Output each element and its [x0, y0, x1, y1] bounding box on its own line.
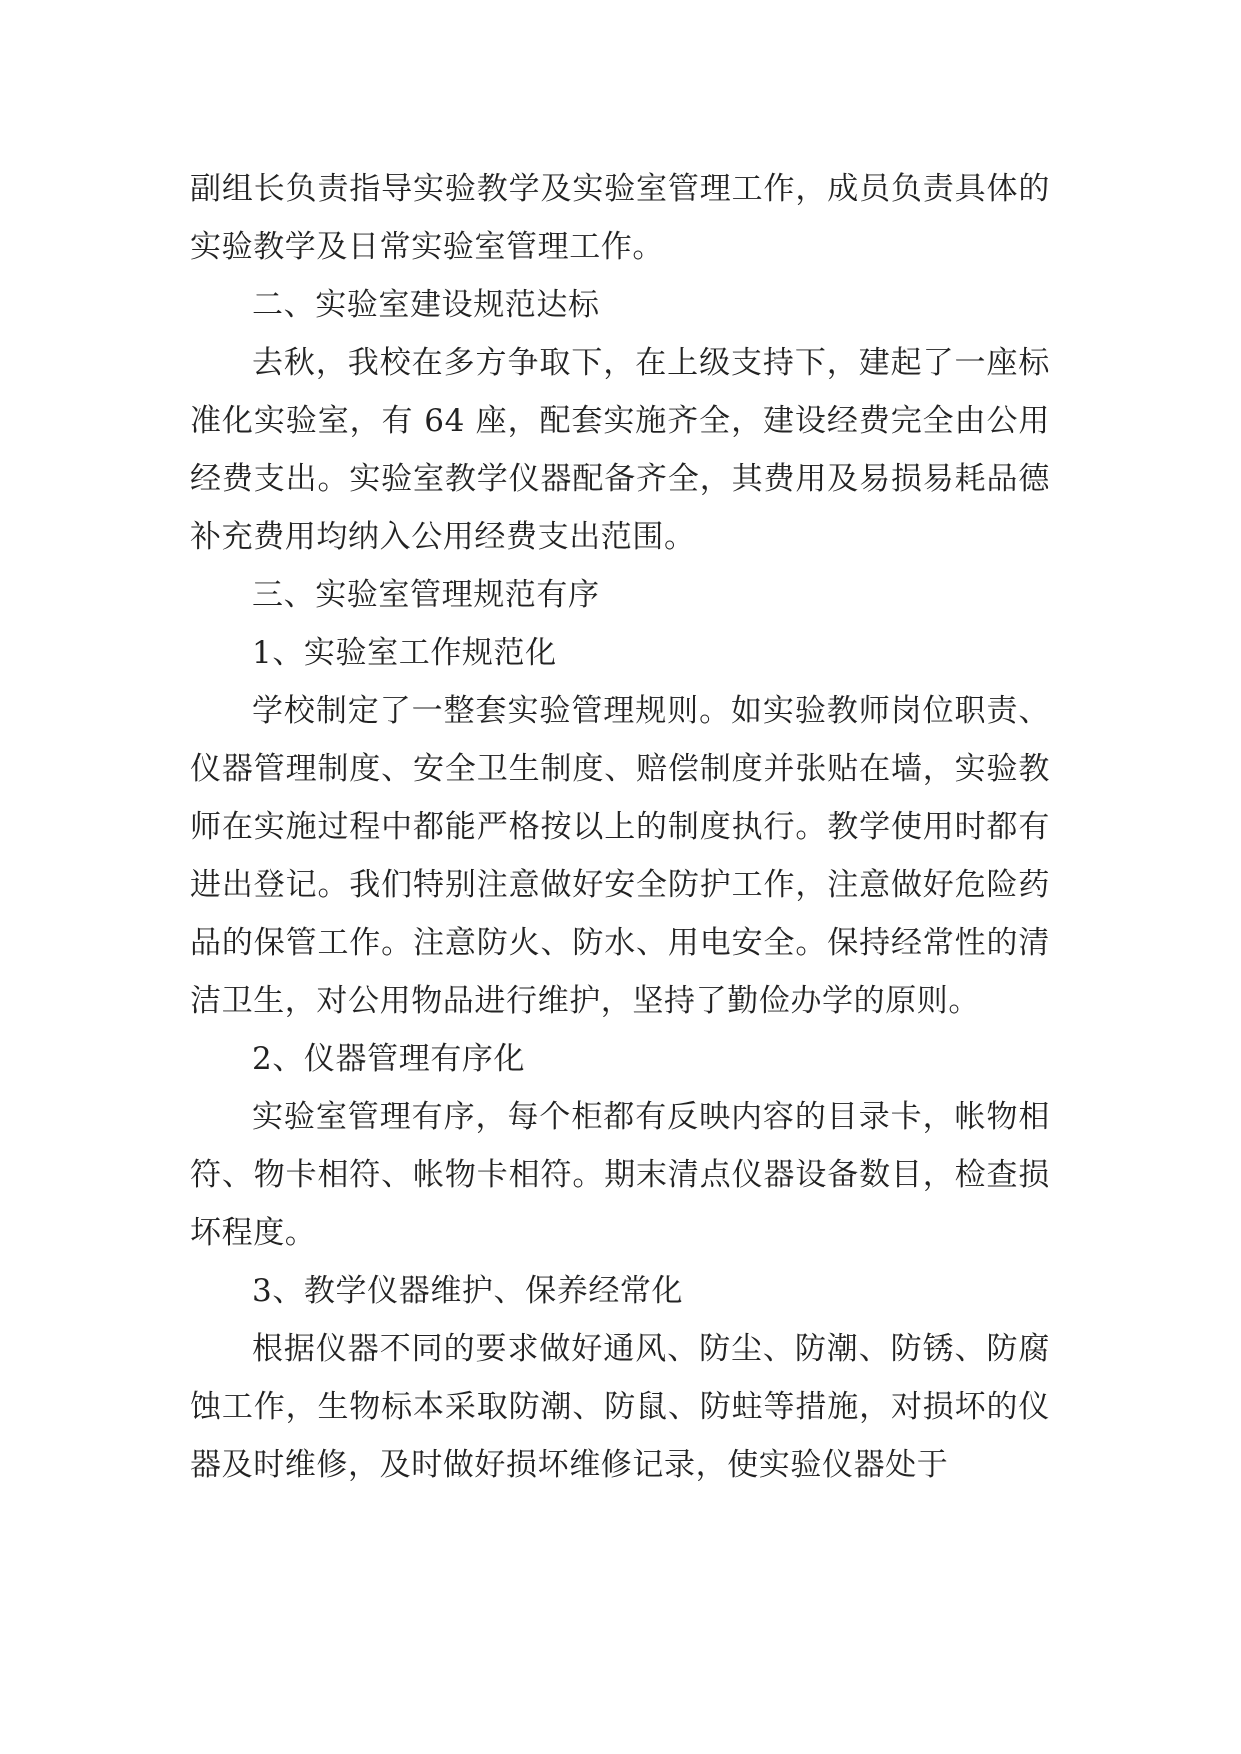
section-heading-management: 三、实验室管理规范有序: [252, 577, 600, 613]
paragraph-intro-continued: 副组长负责指导实验教学及实验室管理工作，成员负责具体的实验教学及日常实验室管理工作。: [190, 171, 1050, 265]
subheading-lab-work: 1、实验室工作规范化: [252, 635, 557, 671]
section-heading-construction: 二、实验室建设规范达标: [252, 287, 600, 323]
subheading-instrument-maintenance: 3、教学仪器维护、保养经常化: [252, 1273, 684, 1309]
subheading-instrument-management: 2、仪器管理有序化: [252, 1041, 526, 1077]
paragraph-instrument-management: 实验室管理有序，每个柜都有反映内容的目录卡，帐物相符、物卡相符、帐物卡相符。期末清点仪器设备数目，检查损坏程度。: [190, 1099, 1050, 1251]
paragraph-instrument-maintenance: 根据仪器不同的要求做好通风、防尘、防潮、防锈、防腐蚀工作，生物标本采取防潮、防鼠、防蛀等措施，对损坏的仪器及时维修，及时做好损坏维修记录，使实验仪器处于: [190, 1331, 1050, 1483]
document-page: [190, 160, 1050, 1494]
paragraph-lab-work: 学校制定了一整套实验管理规则。如实验教师岗位职责、仪器管理制度、安全卫生制度、赔偿制度并张贴在墙，实验教师在实施过程中都能严格按以上的制度执行。教学使用时都有进出登记。我们特别注意做好安全防护工作，注意做好危险药品的保管工作。注意防火、防水、用电安全。保持经常性的清洁卫生，对公用物品进行维护，坚持了勤俭办学的原则。: [190, 693, 1050, 1019]
paragraph-construction: 去秋，我校在多方争取下，在上级支持下，建起了一座标准化实验室，有 64 座，配套实施齐全，建设经费完全由公用经费支出。实验室教学仪器配备齐全，其费用及易损易耗品德补充费用均纳入公用经费支出范围。: [190, 345, 1050, 555]
